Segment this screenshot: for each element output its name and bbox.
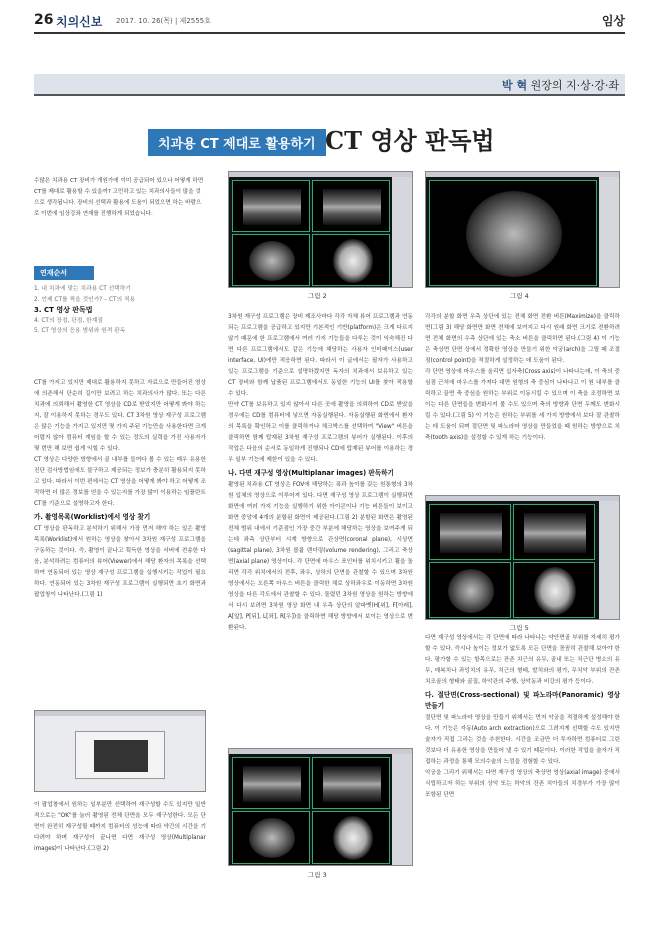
window-titlebar: [426, 496, 619, 501]
article-title: CT 영상 판독법: [325, 126, 495, 155]
ct-slice: [323, 189, 381, 225]
axial-view: [429, 562, 511, 618]
axial-view: [232, 811, 310, 864]
toc-heading: 연재순서: [34, 266, 94, 280]
paper-name: 치의신보: [56, 15, 103, 29]
toc-item: 4. CT의 장점, 단점, 한계점: [34, 317, 103, 324]
section-heading: 다. 절단면(Cross-sectional) 및 파노라마(Panoramic) 영상 만들기: [425, 691, 620, 710]
page-header: [34, 12, 625, 34]
ct-slice: [249, 818, 295, 858]
paragraph: CT를 가지고 있지만 제대로 활용하지 못하고 자료으로 만들어진 영상에 의존해서 단순히 길이만 보려고 하는 치과의사가 많다. 또는 다른 치과에 의뢰해서 촬영한 CT 영상을 CD로 받았지만 어떻게 봐야 하는지, 잘 이용하지 못하는 경우도 있다. CT 3차원 영상 재구성 프로그램은 많은 기능을 가지고 있지만 몇 가지 주된 기능만을 사용한다면 크게 어렵지 않아 컴퓨터 게임을 할 수 있는 정도의 실력을 가진 사용자가 몇 번만 해 보면 쉽게 익힐 수 있다.: [34, 380, 206, 452]
window-titlebar: [35, 711, 205, 716]
figure-4: [425, 171, 620, 288]
ct-slice: [524, 513, 586, 553]
window-titlebar: [229, 749, 412, 754]
volume-render-view: [312, 234, 390, 286]
tool-panel: [599, 177, 619, 287]
popup-dialog: [75, 731, 165, 779]
scan-preview: [94, 740, 148, 772]
paragraph: 만약 CT를 보유하고 있지 않아서 다른 곳에 촬영을 의뢰하여 CD로 받았을 경우에는 CD를 컴퓨터에 넣으면 자동실행된다. 자동실행된 화면에서 환자의 목록을 확인하고 이를 클릭하거나 체크박스를 선택하여 "View" 버튼을 클릭하면 함께 탑재된 3차원 재구성 프로그램의 뷰어가 실행된다. 이후의 작업은 다음의 순서로 동일하게 진행되나 CD에 탑재된 뷰어를 이용하는 경우 일부 기능에 제한이 있을 수 있다.: [228, 402, 413, 463]
ct-slice: [323, 766, 381, 802]
series-title: [502, 77, 619, 93]
paragraph: 각 단면 영상에 마우스를 올리면 십자축(Cross axis)이 나타나는데, 이 축의 중심점 근처에 마우스를 가져다 대면 원형의 축 중심이 나타나고 이 원 내부를 클릭하고 끌면 축 중심을 원하는 부위로 이동시킬 수 있으며 이 축을 조정하면 보이는 다른 단면들을 변화시켜 볼 수도 있으며 축의 방향과 단면 두께도 변화시킬 수 있다.(그림 5) 이 기능은 원하는 부위를 세 가지 방향에서 보다 잘 관찰하는 데 도움이 되며 절단면 및 파노라마 영상을 만들었을 때 원하는 방향으로 치축(tooth axis)을 설정할 수 있게 하는 기능이다.: [425, 369, 620, 441]
volume-render-view: [513, 562, 595, 618]
figure-caption: 그림 2: [308, 292, 327, 300]
topic-box: 치과용 CT 제대로 활용하기: [148, 129, 326, 156]
ct-slice: [466, 191, 562, 277]
volume-render-view: [312, 811, 390, 864]
figure-5: [425, 495, 620, 620]
sagittal-view: [513, 504, 595, 560]
paragraph: 3차원 재구성 프로그램은 장비 제조사마다 각각 자체 뷰어 프로그램과 연동되는 프로그램을 공급하고 있지만 기본적인 기반(platform)은 크게 다르지 않기 때문에 한 프로그램에서 여러 가지 기능들을 다루는 것이 익숙해진 다면 다른 프로그램에서도 같은 기능에 해당하는 사용자 인터페이스(user interface, UI)에만 적응하면 된다. 따라서 이 글에서는 필자가 사용하고 있는 프로그램을 기준으로 설명하겠지만 독자의 치과에서 보유하고 있는 CT 장비와 함께 납품된 프로그램에서도 동일한 기능의 UI를 찾아 적용할 수 있다.: [228, 314, 413, 397]
ct-slice: [243, 766, 301, 802]
tool-panel: [392, 754, 412, 865]
coronal-view: [429, 504, 511, 560]
figure-3: [228, 748, 413, 866]
author-name: 박 혁: [502, 79, 528, 92]
paragraph: 다면 재구성 영상에서는 각 단면에 따라 나타나는 약안면골 부위를 자세히 평가할 수 있다. 즉시나 높이는 정보가 없도록 모든 단면을 꼼꼼히 관찰해 보아야 한다. 평가할 수 있는 항목으로는 잔존 치근의 유무, 골내 또는 치근단 병소의 유무, 매복치나 과잉치의 유무, 치근의 형태, 발치와의 평가, 무치악 부위의 잔존 치조골의 형태와 골질, 하악관의 주행, 상악동과 비강의 평가 등이다.: [425, 635, 620, 685]
paragraph: 촬영된 치과용 CT 영상은 FOV에 해당하는 폭과 높이를 갖는 원통형의 3차원 입체의 영상으로 이루어져 있다. 다면 재구성 영상 프로그램이 실행되면 화면에 여러 가지 기능을 실행하기 위한 아이콘이나 기능 버튼들이 보이고 화면 중앙에 4개의 분할된 화면이 제공된다.(그림 2) 분할된 화면은 촬영된 전체 범위 내에서 기준점인 가장 중간 부분에 해당하는 영상을 보여주게 되는데 좌측 상단부터 시계 방향으로 관상면(coronal plane), 시상면(sagittal plane), 3차원 볼륨 렌더링(volume rendering), 그리고 축상면(axial plane) 영상이다. 각 단면에 마우스 포인터를 위치시키고 휠을 돌리면 각각 위치에서의 전후, 좌우, 상하의 단면을 관찰할 수 있으며 3차원 영상에서는 오른쪽 마우스 버튼을 클릭한 채로 상하좌우로 이동하면 3차원 영상을 다른 각도에서 관찰할 수 있다. 돌렸던 3차원 영상을 원하는 방향에서 다시 보려면 3차원 영상 화면 내 우측 상단의 알파벳(H[위], F[아래], A[앞], P[뒤], L[좌], R[우])을 클릭하면 해당 방향에서 보이는 영상으로 변환된다.: [228, 482, 413, 631]
toc-item: 2. 언제 CT를 찍을 것인가? – CT의 적용: [34, 296, 136, 303]
coronal-view: [232, 757, 310, 809]
toc-item: 5. CT 영상의 응용 범위와 원격 판독: [34, 328, 126, 334]
skull-render: [333, 239, 373, 283]
section-heading: 가. 촬영목록(Worklist)에서 영상 찾기: [34, 513, 151, 521]
figure-caption: 그림 3: [308, 871, 327, 879]
toc-item: 1. 내 치과에 맞는 치과용 CT 선택하기: [34, 286, 131, 292]
section-label: 임상: [601, 14, 625, 28]
toc-list: [34, 284, 206, 337]
column-1-bottom: [34, 800, 206, 855]
series-suffix: 원장의 지·상·강·좌: [527, 79, 619, 92]
figure-caption: 그림 4: [510, 292, 529, 300]
sagittal-view: [312, 757, 390, 809]
ct-slice: [440, 513, 502, 553]
toc-item-current: 3. CT 영상 판독법: [34, 306, 93, 314]
column-3: [425, 312, 620, 444]
sagittal-view: [312, 180, 390, 232]
skull-render: [333, 816, 373, 860]
ct-slice: [249, 241, 295, 281]
figure-2: [228, 171, 413, 288]
figure-1: [34, 710, 206, 792]
section-heading: 나. 다면 재구성 영상(Multiplanar images) 판독하기: [228, 469, 394, 477]
window-titlebar: [426, 172, 619, 177]
coronal-view: [232, 180, 310, 232]
column-2: [228, 312, 413, 634]
window-titlebar: [229, 172, 412, 177]
issue-date: 2017. 10. 26(목) | 제2555호: [116, 17, 211, 25]
axial-view: [232, 234, 310, 286]
ct-slice: [448, 569, 494, 613]
tool-panel: [599, 501, 619, 619]
column-3-bottom: [425, 633, 620, 801]
paragraph: 악궁을 그리기 위해서는 다면 재구성 영상의 축상면 영상(axial image) 중에서 식립하고자 하는 부위의 상악 또는 하악의 잔존 치아들의 치경부가 가장 많이 포함된 단면: [425, 770, 620, 798]
paragraph: CT 영상을 판독하고 분석하기 위해서 가장 먼저 해야 하는 일은 촬영목록(Worklist)에서 원하는 영상을 찾아서 3차원 재구성 프로그램을 구동하는 것이다. 즉, 촬영이 끝나고 획득한 영상을 서버에 전송한 다음, 분석하려는 컴퓨터의 뷰어(Viewer)에서 해당 환자의 목록을 선택하여 연동되어 있는 영상 재구성 프로그램을 실행시키는 작업이 필요하다. 연동되어 있는 3차원 재구성 프로그램이 실행되면 초기 화면과 팝업창이 나타난다.(그림 1): [34, 526, 206, 598]
ct-slice: [243, 189, 301, 225]
figure-caption: 그림 5: [510, 624, 529, 632]
tool-panel: [392, 177, 412, 287]
column-1: [34, 378, 206, 601]
series-banner: [34, 74, 625, 96]
page-number: 26: [34, 12, 54, 28]
skull-render: [534, 567, 576, 615]
paragraph: CT 영상은 다양한 방향에서 골 내부를 들여다 볼 수 있는 매우 유용한 진단 검사방법임에도 불구하고 제공되는 정보가 충분히 활용되지 못하고 있다. 따라서 이번 편에서는 CT 영상을 어떻게 봐야 하고 어떻게 조작하면 더 많은 정보를 얻을 수 있는지를 가장 많이 이용하는 임플란트 CT를 기준으로 설명하고자 한다.: [34, 457, 206, 507]
axial-maximized-view: [429, 180, 597, 286]
paragraph: 각각의 분할 화면 우측 상단에 있는 전체 화면 전환 버튼(Maximize)을 클릭하면(그림 3) 해당 화면만 화면 전체에 보여지고 다시 원래 화면 크기로 전환하려면 전체 화면의 우측 상단에 있는 축소 버튼을 클릭하면 된다.(그림 4) 이 기능은 축상면 단면 상에서 정확한 영상을 만들기 위한 악궁(arch)을 그릴 때 조절점(control point)을 적절하게 설정하는 데 도움이 된다.: [425, 314, 620, 364]
intro-text: 수많은 치과용 CT 장비가 개원가에 이미 공급되어 있으나 어떻게 하면 CT를 제대로 활용할 수 있을까? 고민하고 있는 치과의사들이 많을 것으로 생각됩니다. 장비의 선택과 활용에 도움이 되었으면 하는 바람으로 이번에 임상강좌 연재를 진행하게 되었습니다.: [34, 178, 204, 217]
paragraph: 절단면 및 파노라마 영상을 만들기 위해서는 먼저 악궁을 적절하게 설정해야 한다. 이 기능은 자동(Auto arch extraction)으로 그려지게 선택할 수도 있지만 술자가 직접 그리는 것을 추천한다. 시간을 조금만 더 투자하면 컴퓨터로 그린 것보다 더 유용한 영상을 만들어 낼 수 있기 때문이다. 이러한 작업을 술자가 직접하는 과정을 통해 모의수술의 느낌을 경험할 수 있다.: [425, 715, 620, 765]
paragraph: 이 팝업창에서 원하는 일부분만 선택하여 재구성할 수도 있지만 일반적으로는 "OK"를 눌러 촬영된 전체 단면을 모두 재구성한다. 모든 단면이 완전히 재구성될 때까지 컴퓨터의 성능에 따라 약간의 시간을 기다려야 하며 재구성이 끝나면 다면 재구성 영상(Multiplanar images)이 나타난다.(그림 2): [34, 802, 206, 852]
